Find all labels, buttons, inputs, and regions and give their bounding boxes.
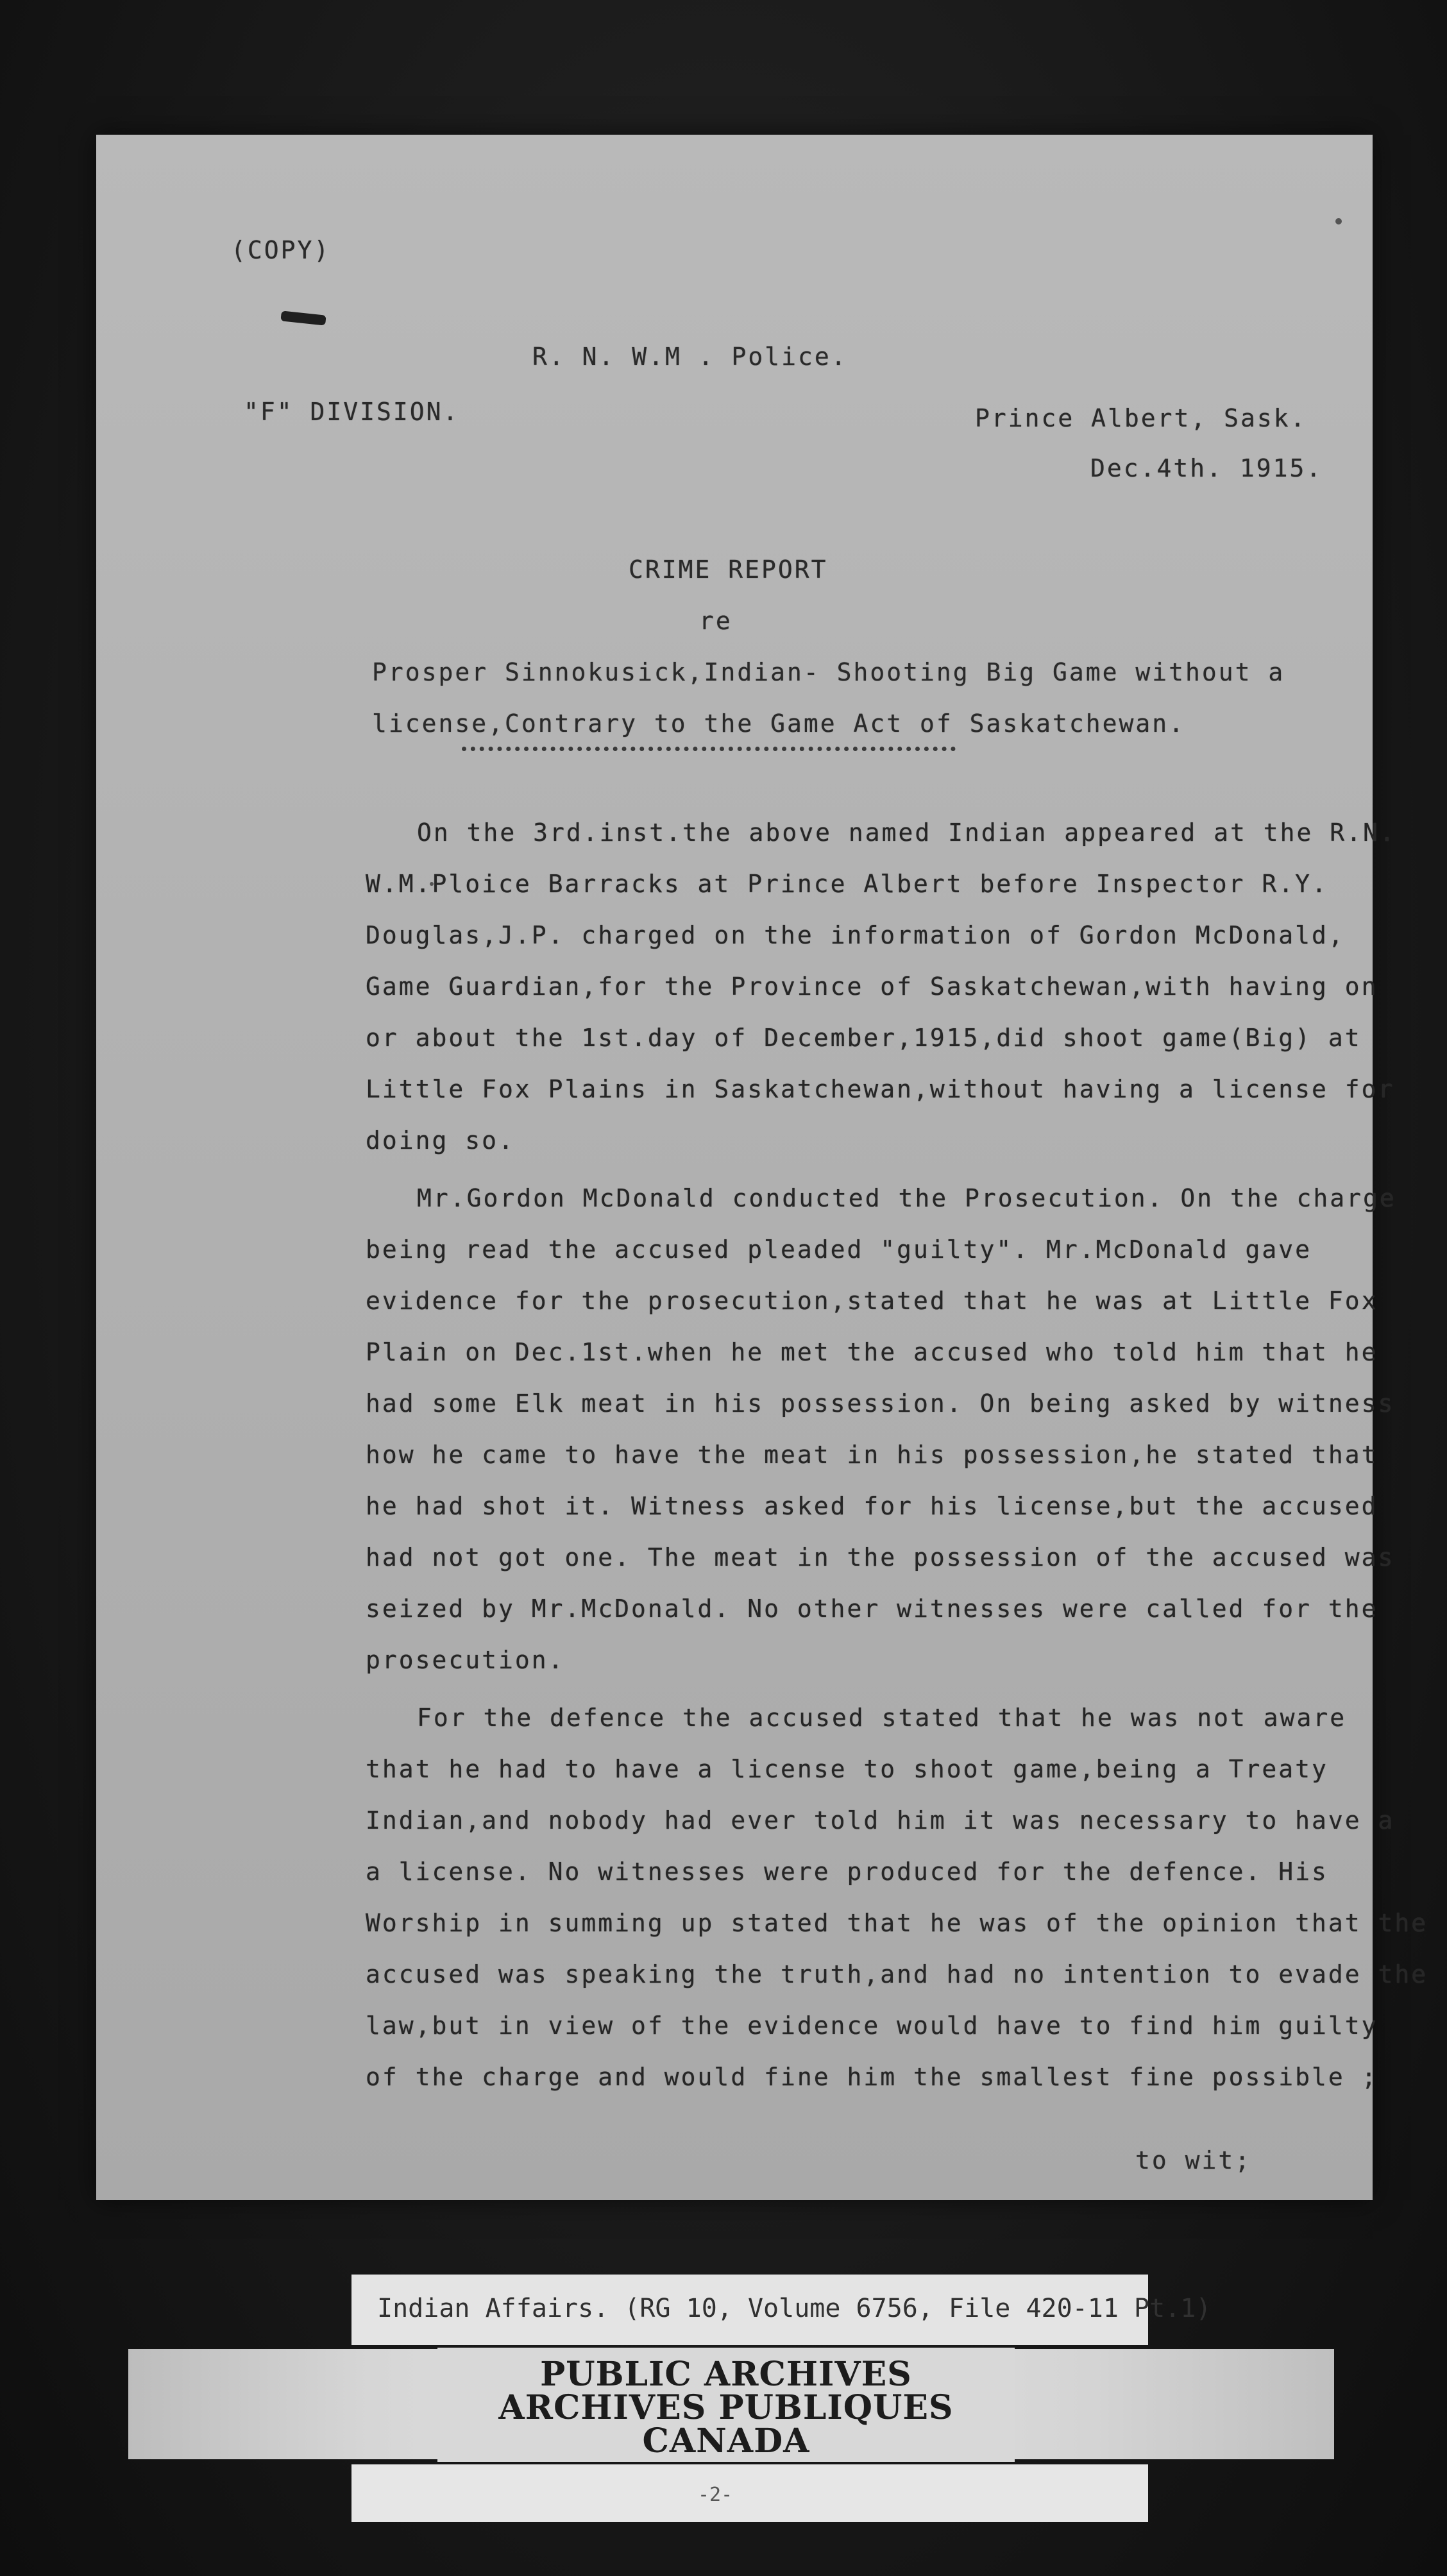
body-line: that he had to have a license to shoot game,being a Treaty — [366, 1755, 1328, 1783]
body-line: W.M.Ploice Barracks at Prince Albert before Inspector R.Y. — [366, 870, 1328, 898]
body-line: of the charge and would fine him the smallest fine possible ; — [366, 2063, 1378, 2091]
archive-stamp-line: PUBLIC ARCHIVES — [540, 2355, 912, 2394]
body-line: accused was speaking the truth,and had no intention to evade the — [366, 1960, 1428, 1988]
archive-stamp-line: ARCHIVES PUBLIQUES — [498, 2388, 954, 2427]
body-line: a license. No witnesses were produced for the defence. His — [366, 1858, 1328, 1886]
body-line: evidence for the prosecution,stated that he was at Little Fox — [366, 1287, 1378, 1315]
body-line: Douglas,J.P. charged on the information of Gordon McDonald, — [366, 921, 1345, 949]
body-line: Plain on Dec.1st.when he met the accused who told him that he — [366, 1338, 1378, 1366]
body-line: Indian,and nobody had ever told him it was necessary to have a — [366, 1806, 1395, 1835]
body-line: how he came to have the meat in his possession,he stated that — [366, 1441, 1378, 1469]
archive-stamp-line: CANADA — [642, 2421, 810, 2461]
subject-line: Prosper Sinnokusick,Indian- Shooting Big Game without a — [372, 658, 1285, 686]
subject-line: license,Contrary to the Game Act of Saskatchewan. — [372, 709, 1186, 738]
body-line: prosecution. — [366, 1646, 565, 1674]
archive-stamp — [437, 2348, 1015, 2462]
page-marker: -2- — [698, 2484, 733, 2506]
subject-underline — [462, 747, 956, 751]
body-line: doing so. — [366, 1126, 515, 1155]
archive-reference: Indian Affairs. (RG 10, Volume 6756, File 420-11 Pt.1) — [377, 2294, 1212, 2323]
continuation-mark: to wit; — [1135, 2146, 1252, 2174]
body-line: Mr.Gordon McDonald conducted the Prosecution. On the charge — [417, 1184, 1396, 1212]
archive-reference-label — [351, 2275, 1212, 2345]
body-line: seized by Mr.McDonald. No other witnesses were called for the — [366, 1595, 1378, 1623]
body-line: Worship in summing up stated that he was of the opinion that the — [366, 1909, 1428, 1937]
page-marker-label — [351, 2464, 1148, 2522]
date-line: Dec.4th. 1915. — [1090, 454, 1323, 482]
body-line: For the defence the accused stated that he was not aware — [417, 1704, 1347, 1732]
body-line: or about the 1st.day of December,1915,did shoot game(Big) at — [366, 1024, 1362, 1052]
film-speck — [1335, 218, 1342, 225]
division-label: "F" DIVISION. — [244, 398, 460, 426]
body-line: On the 3rd.inst.the above named Indian appeared at the R.N. — [417, 818, 1396, 847]
report-title: CRIME REPORT — [629, 555, 828, 584]
body-line: law,but in view of the evidence would have to find him guilty — [366, 2012, 1378, 2040]
body-line: had some Elk meat in his possession. On being asked by witness — [366, 1389, 1395, 1418]
location-line: Prince Albert, Sask. — [975, 404, 1307, 432]
body-line: being read the accused pleaded "guilty". Mr.McDonald gave — [366, 1235, 1312, 1264]
body-line: had not got one. The meat in the possession of the accused was — [366, 1543, 1395, 1572]
body-line: Game Guardian,for the Province of Saskatchewan,with having on — [366, 972, 1378, 1001]
body-line: he had shot it. Witness asked for his license,but the accused — [366, 1492, 1378, 1520]
document-page — [96, 135, 1373, 2200]
body-line: Little Fox Plains in Saskatchewan,without having a license for — [366, 1075, 1395, 1103]
report-re: re — [699, 607, 732, 635]
copy-mark: (COPY) — [231, 236, 331, 264]
agency-heading: R. N. W.M . Police. — [532, 343, 848, 371]
